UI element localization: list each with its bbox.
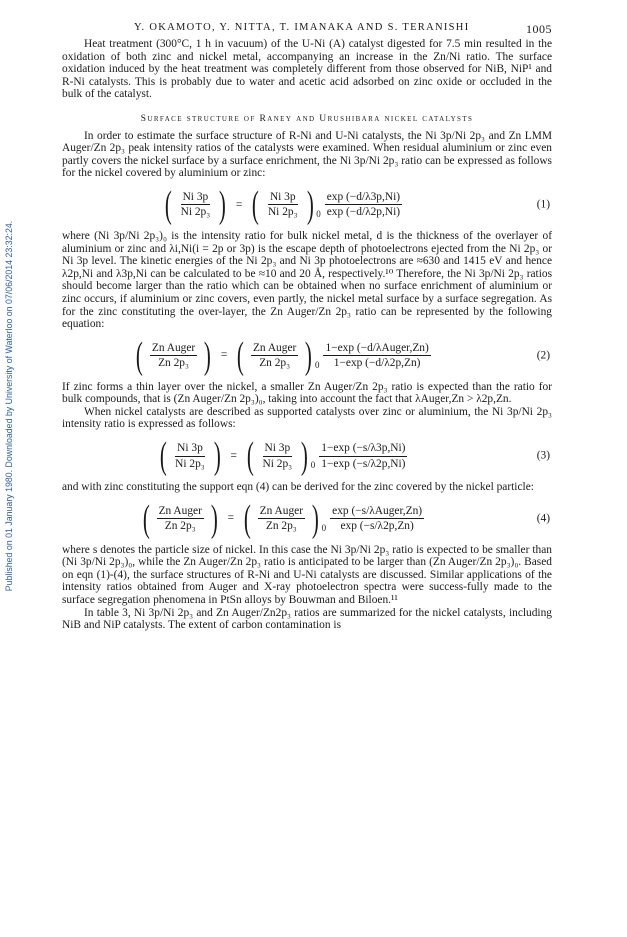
eq1-factor-numerator: exp (−d/λ3p,Ni) [325,191,402,206]
eq1-lhs-denominator: Ni 2p₃ [180,206,211,219]
equation-number: (4) [536,512,550,525]
equals-sign: = [220,349,228,362]
eq2-ref-numerator: Zn Auger [251,342,298,357]
paren-right: ) [204,334,212,377]
paragraph-supported-catalysts: When nickel catalysts are described as supported catalysts over zinc or aluminium, the Ni 3p/Ni 2p₃ intensity ratio is expressed as follows: [62,405,552,431]
eq1-lhs-numerator: Ni 3p [181,191,211,206]
eq2-factor-numerator: 1−exp (−d/λAuger,Zn) [323,342,430,357]
equation-1 [62,183,552,227]
eq4-lhs-numerator: Zn Auger [157,505,204,520]
equals-sign: = [235,198,243,211]
paragraph-table-3: In table 3, Ni 3p/Ni 2p₃ and Zn Auger/Zn2p₃ ratios are summarized for the nickel catalysts, including NiB and NiP catalysts. The extent of carbon contamination is [62,606,552,632]
equation-number: (1) [536,198,550,211]
eq4-factor [330,505,424,533]
eq3-factor [319,442,407,470]
eq2-lhs-numerator: Zn Auger [150,342,197,357]
eq3-ref-numerator: Ni 3p [263,442,293,457]
eq4-factor-denominator: exp (−s/λ2p,Zn) [340,520,414,533]
paren-right: ) [300,435,308,478]
paren-left: ( [159,435,167,478]
eq1-lhs [179,191,213,219]
equation-number: (2) [536,349,550,362]
paren-right: ) [213,435,221,478]
paragraph-zinc-support: and with zinc constituting the support eqn (4) can be derived for the zinc covered by the nickel particle: [62,481,534,494]
equation-2 [62,334,552,378]
eq3-factor-numerator: 1−exp (−s/λ3p,Ni) [319,442,407,457]
paren-left: ( [164,183,172,226]
eq2-ref-subscript: 0 [314,360,320,371]
eq2-factor-denominator: 1−exp (−d/λ2p,Zn) [333,357,421,370]
paren-right: ) [305,334,313,377]
eq3-lhs-numerator: Ni 3p [175,442,205,457]
paren-left: ( [252,183,260,226]
eq3-lhs [173,442,207,470]
paren-left: ( [142,497,150,540]
eq3-factor-denominator: 1−exp (−s/λ2p,Ni) [321,457,406,470]
eq3-ref [261,442,295,470]
eq4-ref [258,505,305,533]
eq3-ref-denominator: Ni 2p₃ [262,457,293,470]
eq4-lhs-denominator: Zn 2p₃ [164,520,196,533]
eq1-ref-subscript: 0 [316,209,321,220]
equation-number: (3) [536,449,550,462]
paren-left: ( [237,334,245,377]
eq1-ref [266,191,300,219]
paragraph-surface-structure: In order to estimate the surface structure of R-Ni and U-Ni catalysts, the Ni 3p/Ni 2p₃ and Zn LMM Auger/Zn 2p₃ peak intensity ratios of the catalysts were examined. When residual aluminium or zinc even partly covers the nickel surface by a surface enrichment, the Ni 3p/Ni 2p₃ ratio can be expressed as follows for the nickel covered by aluminium or zinc: [62,129,552,180]
equals-sign: = [227,512,234,525]
eq4-ref-denominator: Zn 2p₃ [265,520,297,533]
paren-right: ) [210,497,218,540]
eq2-lhs-denominator: Zn 2p₃ [158,357,189,370]
eq1-factor-denominator: exp (−d/λ2p,Ni) [326,206,401,219]
equation-3 [62,434,552,478]
article-body [62,38,552,632]
eq4-factor-numerator: exp (−s/λAuger,Zn) [330,505,424,520]
eq3-ref-subscript: 0 [310,460,316,471]
eq1-factor [325,191,402,219]
section-heading: Surface structure of Raney and Urushibara nickel catalysts [140,112,474,124]
running-header-authors: Y. OKAMOTO, Y. NITTA, T. IMANAKA AND S. TERANISHI [134,22,470,33]
eq3-lhs-denominator: Ni 2p₃ [175,457,205,470]
eq2-ref-denominator: Zn 2p₃ [259,357,291,370]
eq4-ref-numerator: Zn Auger [258,505,305,520]
eq2-lhs [150,342,197,370]
eq2-factor [323,342,430,370]
eq1-ref-numerator: Ni 3p [268,191,298,206]
eq4-lhs [157,505,204,533]
paragraph-particle-size: where s denotes the particle size of nickel. In this case the Ni 3p/Ni 2p₃ ratio is expected to be smaller than (Ni 3p/Ni 2p₃)₀, while the Zn Auger/Zn 2p₃ ratio is anticipated to be larger than (Zn Auger/Zn 2p₃)₀. Based on eqn (1)-(4), the surface structures of R-Ni and U-Ni catalysts are discussed. Similar applications of the intensity ratios obtained from Auger and X-ray photoelectron spectra were success-fully made to the surface segregation phenomena in PtSn alloys by Bouwman and Biloen.¹¹ [62,543,552,607]
eq1-ref-denominator: Ni 2p₃ [267,206,298,219]
download-notice-text: Published on 01 January 1980. Downloaded by University of Waterloo on 07/06/2014 23:32:24. [4,220,14,592]
paren-left: ( [246,435,254,478]
page-number: 1005 [526,22,552,36]
equals-sign: = [230,449,237,462]
eq4-ref-subscript: 0 [321,523,327,534]
eq2-ref [251,342,298,370]
paragraph-heat-treatment: Heat treatment (300°C, 1 h in vacuum) of the U-Ni (A) catalyst digested for 7.5 min resulted in the oxidation of both zinc and nickel metal, accompanying an increase in the Zn/Ni ratio. The surface oxidation induced by the heat treatment was completely different from those observed for NiB, NiP¹ and R-Ni catalysts. This is probably due to water and acetic acid adsorbed on zinc oxide or occluded in the bulk of the catalyst. [62,38,552,101]
paren-left: ( [243,497,251,540]
paren-right: ) [306,183,314,226]
running-header [84,22,552,38]
paren-right: ) [219,183,227,226]
paren-right: ) [311,497,319,540]
paragraph-thin-layer: If zinc forms a thin layer over the nickel, a smaller Zn Auger/Zn 2p₃ ratio is expected than the ratio for bulk compounds, that is (Zn Auger/Zn 2p₃)₀, taking into account the fact that λAuger,Zn > λ2p,Zn. [62,380,552,406]
paragraph-escape-depth: where (Ni 3p/Ni 2p₃)₀ is the intensity ratio for bulk nickel metal, d is the thickness of the overlayer of aluminium or zinc and λi,Ni(i = 2p or 3p) is the escape depth of photoelectrons ejected from the Ni 2p₃ or Ni 3p level. The kinetic energies of the Ni 2p₃ and Ni 3p photoelectrons are ≈630 and 1415 eV and hence λ2p,Ni and λ3p,Ni can be calculated to be ≈10 and 20 Å, respectively.¹⁰ Therefore, the Ni 3p/Ni 2p₃ ratios should become larger than the ratio which can be obtained when no surface enrichment of aluminium or zinc occurs, if aluminium or zinc covers, even partly, the nickel metal surface by a surface segregation. As for the zinc constituting the over-layer, the Zn Auger/Zn 2p₃ ratio can be represented by the following equation: [62,229,552,331]
download-notice [2,162,16,650]
equation-4 [62,497,552,541]
paren-left: ( [136,334,144,377]
